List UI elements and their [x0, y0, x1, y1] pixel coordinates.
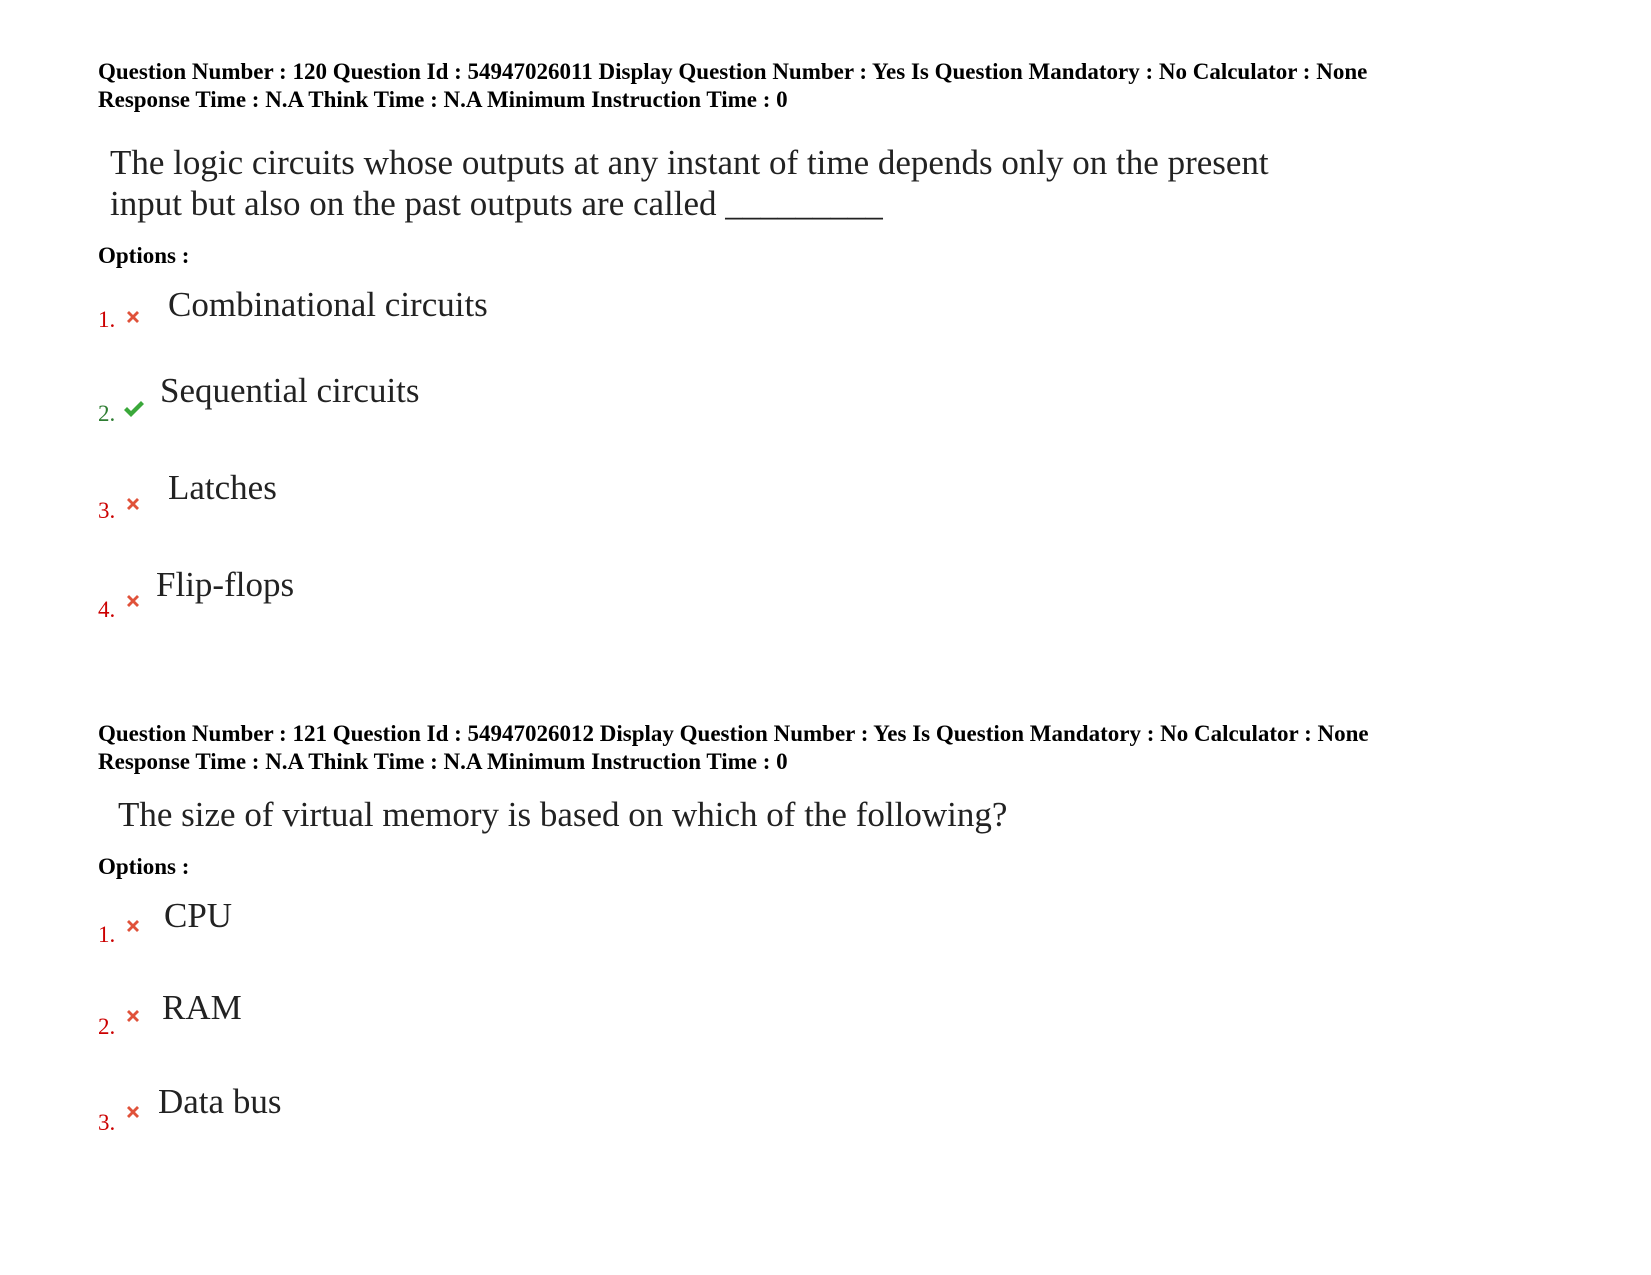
question-121 — [98, 720, 1578, 1161]
question-meta-line-2: Response Time : N.A Think Time : N.A Minimum Instruction Time : 0 — [98, 749, 788, 774]
option-number: 3. — [98, 498, 116, 523]
check-icon — [122, 398, 146, 420]
option-1 — [98, 881, 1578, 975]
cross-icon — [124, 917, 142, 935]
option-text: CPU — [164, 896, 233, 935]
question-meta-line-1: Question Number : 120 Question Id : 54947026011 Display Question Number : Yes Is Question Mandatory : No Calculator : None — [98, 59, 1368, 84]
option-4 — [98, 554, 1578, 651]
option-text: RAM — [162, 988, 242, 1027]
cross-icon — [124, 308, 142, 326]
cross-icon — [124, 495, 142, 513]
cross-icon — [124, 1103, 142, 1121]
question-text-line-1: The logic circuits whose outputs at any instant of time depends only on the present — [110, 143, 1269, 182]
question-120 — [98, 58, 1578, 651]
question-text-line-2: input but also on the past outputs are called _________ — [110, 184, 883, 223]
option-number: 3. — [98, 1110, 116, 1135]
cross-icon — [124, 1007, 142, 1025]
question-meta-line-1: Question Number : 121 Question Id : 54947026012 Display Question Number : Yes Is Question Mandatory : No Calculator : None — [98, 721, 1369, 746]
option-number: 1. — [98, 307, 116, 332]
options-label: Options : — [98, 854, 190, 879]
option-number: 2. — [98, 401, 116, 426]
question-text — [110, 142, 1360, 224]
option-text: Data bus — [158, 1082, 282, 1121]
option-3 — [98, 457, 1578, 554]
option-text: Flip-flops — [156, 565, 295, 604]
question-meta-line-2: Response Time : N.A Think Time : N.A Minimum Instruction Time : 0 — [98, 87, 788, 112]
option-3 — [98, 1067, 1578, 1161]
option-text: Sequential circuits — [160, 371, 420, 410]
question-text-line-1: The size of virtual memory is based on which of the following? — [118, 795, 1008, 834]
option-text: Combinational circuits — [168, 285, 488, 324]
options-label: Options : — [98, 243, 190, 268]
option-number: 2. — [98, 1014, 116, 1039]
option-number: 4. — [98, 597, 116, 622]
question-text — [118, 794, 1578, 835]
cross-icon — [124, 592, 142, 610]
option-2 — [98, 975, 1578, 1067]
option-number: 1. — [98, 922, 116, 947]
option-1 — [98, 270, 1578, 360]
option-2 — [98, 360, 1578, 457]
option-text: Latches — [168, 468, 277, 507]
